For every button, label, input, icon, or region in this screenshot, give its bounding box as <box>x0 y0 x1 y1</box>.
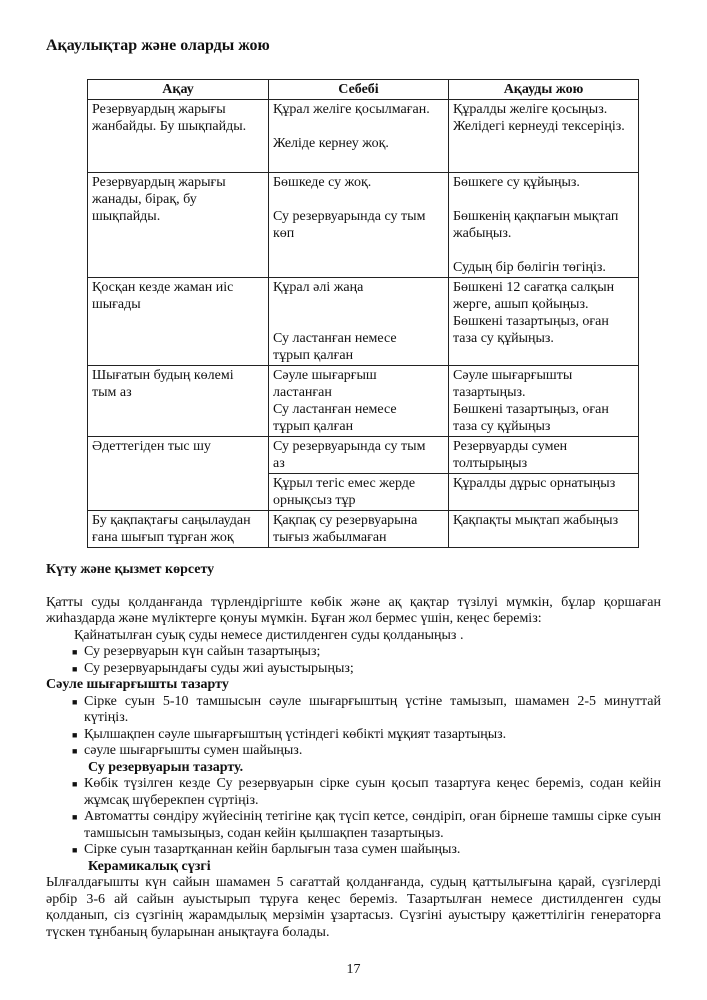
fix-cell: Құралды дұрыс орнатыңыз <box>449 474 639 511</box>
bullet-icon: ■ <box>72 812 78 822</box>
cause-cell: Сәуле шығарғыш ластанған Су ластанған немесе тұрып қалған <box>269 366 449 437</box>
table-row <box>88 173 639 278</box>
fix-cell: Резервуарды сумен толтырыңыз <box>449 437 639 474</box>
list-item-text: сәуле шығарғышты сумен шайыңыз. <box>84 743 303 758</box>
header-cause: Себебі <box>269 80 449 100</box>
list-item <box>46 727 661 744</box>
filter-text: Ылғалдағышты күн сайын шамамен 5 сағаттай қолданғанда, судың қаттылығына қарай, сүзгілерді әрбір 3-6 ай сайын ауыстырып тұруға кеңес береміз. Тазартылған немесе дистилденген суды қолданып, сіз сүзгінің жарамдылық мерзімін ұзартасыз. Сүзгіні ауыстыру қажеттілігін генераторға түскен тұнбаның буларынан анықтауға болады. <box>46 875 661 940</box>
fix-cell: Бөшкені 12 сағатқа салқын жерге, ашып қойыңыз. Бөшкені тазартыңыз, оған таза су құйыңыз. <box>449 278 639 366</box>
list-item <box>46 743 661 760</box>
fault-cell: Бу қақпақтағы саңылаудан ғана шығып тұрған жоқ <box>88 511 269 548</box>
table-row <box>88 366 639 437</box>
bullet-icon: ■ <box>72 746 78 756</box>
emitter-heading: Сәуле шығарғышты тазарту <box>46 677 229 692</box>
cause-cell: Құрал әлі жаңа Су ластанған немесе тұрып қалған <box>269 278 449 366</box>
bullet-icon: ■ <box>72 729 78 740</box>
table-row <box>88 511 639 548</box>
care-advice: Қайнатылған суық суды немесе дистилденген суды қолданыңыз . <box>74 627 464 643</box>
bullet-icon: ■ <box>72 845 78 855</box>
list-item <box>46 661 661 678</box>
header-fix: Ақауды жою <box>449 80 639 100</box>
care-section <box>46 562 661 941</box>
fault-cell: Қосқан кезде жаман иіс шығады <box>88 278 269 366</box>
table-header-row <box>88 80 639 100</box>
fault-cell: Резервуардың жарығы жанбайды. Бу шықпайды. <box>88 100 269 173</box>
filter-heading: Керамикалық сүзгі <box>88 858 211 874</box>
list-item <box>46 694 661 727</box>
bullet-icon: ■ <box>72 696 78 707</box>
table-row <box>88 278 639 366</box>
header-fault: Ақау <box>88 80 269 100</box>
troubleshooting-table <box>87 79 639 548</box>
care-intro: Қатты суды қолданғанда түрлендіргіште көбік және ақ қақтар түзілуі мүмкін, бұлар қоршаған жиһаздарда және мүліктерге қонуы мүмкін. Бұған жол бермес үшін, кеңес береміз: <box>46 594 661 626</box>
list-item-text: Қылшақпен сәуле шығарғыштың үстіндегі көбікті мұқият тазартыңыз. <box>84 726 507 742</box>
list-item <box>46 842 661 859</box>
list-item-text: Сірке суын тазартқаннан кейін барлығын таза сумен шайыңыз. <box>84 842 461 857</box>
page-title: Ақаулықтар және оларды жою <box>46 37 270 54</box>
list-item-text: Көбік түзілген кезде Су резервуарын сірке суын қосып тазартуға кеңес береміз, содан кейін жұмсақ шүберекпен сүртіңіз. <box>84 776 661 808</box>
list-item <box>46 644 661 661</box>
bullet-icon: ■ <box>72 779 78 789</box>
table-row <box>88 437 639 474</box>
list-item-text: Су резервуарын күн сайын тазартыңыз; <box>84 644 321 659</box>
cause-cell: Қақпақ су резервуарына тығыз жабылмаған <box>269 511 449 548</box>
cause-cell: Су резервуарында су тым аз <box>269 437 449 474</box>
bullet-icon: ■ <box>72 647 78 657</box>
fault-cell: Әдеттегіден тыс шу <box>88 437 269 511</box>
fault-cell: Шығатын будың көлемі тым аз <box>88 366 269 437</box>
cause-cell: Құрал желіге қосылмаған. Желіде кернеу жоқ. <box>269 100 449 173</box>
list-item <box>46 776 661 809</box>
fix-cell: Бөшкеге су құйыңыз. Бөшкенің қақпағын мықтап жабыңыз. Судың бір бөлігін төгіңіз. <box>449 173 639 278</box>
fix-cell: Қақпақты мықтап жабыңыз <box>449 511 639 548</box>
page-number: 17 <box>346 962 361 977</box>
list-item-text: Су резервуарындағы суды жиі ауыстырыңыз; <box>84 660 354 676</box>
list-item <box>46 809 661 842</box>
cause-cell: Құрыл тегіс емес жерде орнықсыз тұр <box>269 474 449 511</box>
care-heading: Күту және қызмет көрсету <box>46 562 215 577</box>
cause-cell: Бөшкеде су жоқ. Су резервуарында су тым көп <box>269 173 449 278</box>
list-item-text: Сірке суын 5-10 тамшысын сәуле шығарғыштың үстіне тамызып, шамамен 2-5 минуттай күтіңіз. <box>84 693 661 725</box>
table-row <box>88 100 639 173</box>
bullet-icon: ■ <box>72 663 78 674</box>
fix-cell: Сәуле шығарғышты тазартыңыз. Бөшкені тазартыңыз, оған таза су құйыңыз <box>449 366 639 437</box>
fix-cell: Құралды желіге қосыңыз. Желідегі кернеуді тексеріңіз. <box>449 100 639 173</box>
reservoir-heading: Су резервуарын тазарту. <box>88 759 244 775</box>
list-item-text: Автоматты сөндіру жүйесінің тетігіне қақ түсіп кетсе, сөндіріп, оған бірнеше тамшы сірке суын тамшысын тамызыңыз, содан кейін қылшақпен тазартыңыз. <box>84 809 661 841</box>
fault-cell: Резервуардың жарығы жанады, бірақ, бу шықпайды. <box>88 173 269 278</box>
